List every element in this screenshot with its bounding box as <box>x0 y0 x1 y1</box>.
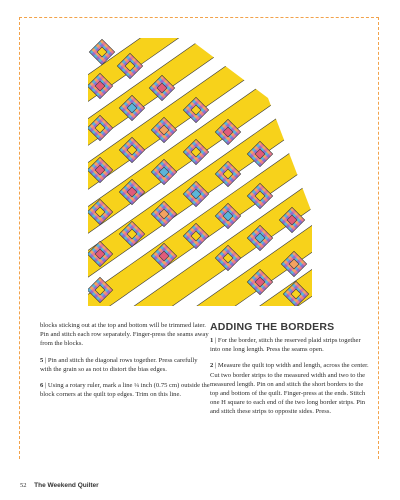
step-6-paragraph: 6 | Using a rotary ruler, mark a line ¼ inch (0.75 cm) outside the block corners at the quilt top edges. Trim on this line. <box>40 382 210 399</box>
book-title: The Weekend Quilter <box>34 482 99 489</box>
quilt-diagram <box>88 38 312 306</box>
page-footer <box>20 482 99 489</box>
border-step-2-paragraph: 2 | Measure the quilt top width and length, across the center. Cut two border strips to the measured width and two to the measured length. Pin on and stitch the short borders to the top and bottom of the quilt. Finger-press at the ends. Stitch one H square to each end of the two long border strips. Pin and stitch these strips to opposite sides. Press. <box>210 362 369 416</box>
step-5-paragraph: 5 | Pin and stitch the diagonal rows together. Press carefully with the grain so as not to distort the bias edges. <box>40 356 198 373</box>
step-number: 5 <box>40 356 44 364</box>
page-number: 52 <box>20 482 27 489</box>
step-number: 1 <box>210 337 214 344</box>
section-heading: ADDING THE BORDERS <box>210 321 335 333</box>
left-column-text <box>40 321 210 406</box>
right-column-text <box>210 321 370 424</box>
border-step-1-paragraph: 1 | For the border, stitch the reserved plaid strips together into one long length. Press the seams open. <box>210 337 361 354</box>
paragraph-continued: blocks sticking out at the top and bottom will be trimmed later. Pin and stitch each row separately. Finger-press the seams away from the blocks. <box>40 322 209 348</box>
step-number: 6 <box>40 382 44 390</box>
sashing-strips <box>88 38 312 306</box>
step-number: 2 <box>210 362 214 370</box>
